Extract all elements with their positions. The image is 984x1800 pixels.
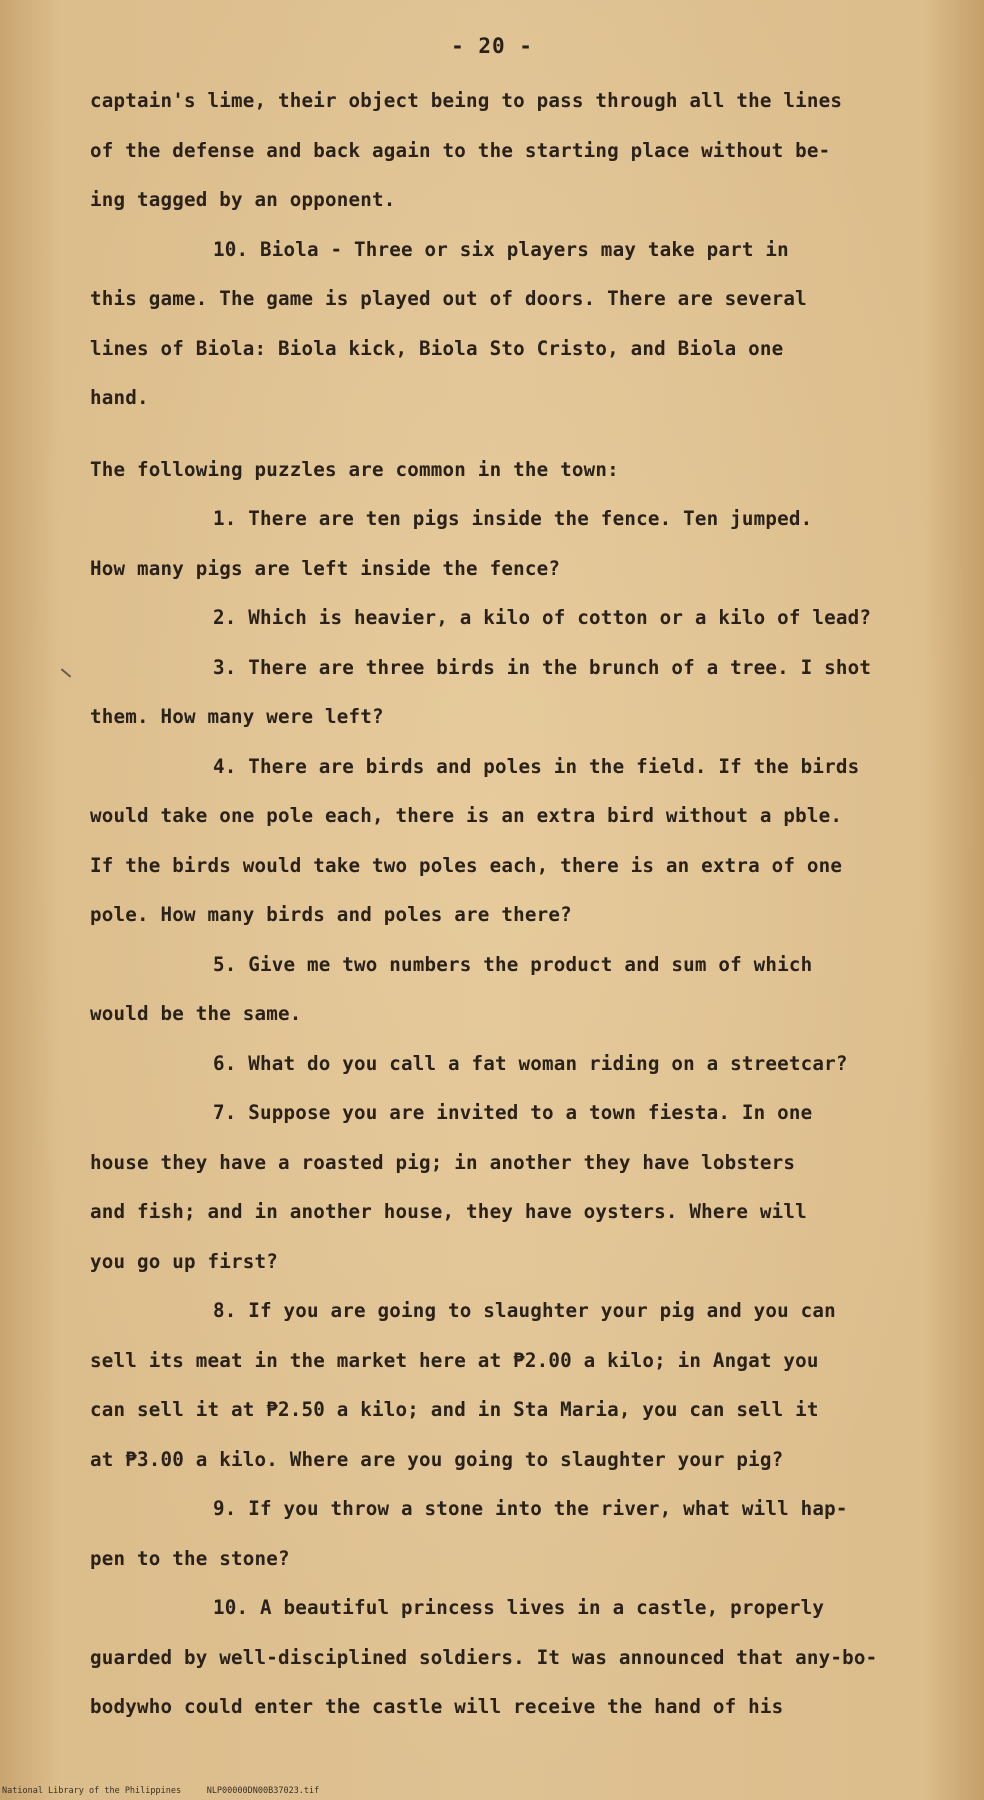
text-line: The following puzzles are common in the town: xyxy=(90,457,619,481)
text-line: pole. How many birds and poles are there? xyxy=(90,903,572,926)
text-line: hand. xyxy=(90,386,149,409)
page-number: - 20 - xyxy=(451,34,533,58)
text-line: at ₱3.00 a kilo. Where are you going to slaughter your pig? xyxy=(90,1447,784,1471)
archive-footer: National Library of the Philippines NLP00000DN00B37023.tif xyxy=(2,1786,320,1796)
text-line: 10. Biola - Three or six players may take part in xyxy=(213,237,789,261)
text-line: sell its meat in the market here at ₱2.00 a kilo; in Angat you xyxy=(90,1348,819,1372)
text-line: captain's lime, their object being to pass through all the lines xyxy=(90,89,843,112)
paragraph-gap xyxy=(90,423,920,445)
text-line: 4. There are birds and poles in the field. If the birds xyxy=(213,754,860,778)
text-line: lines of Biola: Biola kick, Biola Sto Cristo, and Biola one xyxy=(90,336,784,360)
stray-mark xyxy=(61,668,71,677)
text-line: house they have a roasted pig; in another they have lobsters xyxy=(90,1150,796,1174)
text-line: pen to the stone? xyxy=(90,1546,290,1570)
text-line: How many pigs are left inside the fence? xyxy=(90,556,561,580)
text-line: can sell it at ₱2.50 a kilo; and in Sta Maria, you can sell it xyxy=(90,1398,819,1421)
text-line: them. How many were left? xyxy=(90,705,384,728)
text-line: 1. There are ten pigs inside the fence. Ten jumped. xyxy=(213,507,813,530)
text-line: 9. If you throw a stone into the river, what will hap- xyxy=(213,1497,848,1520)
text-line: guarded by well-disciplined soldiers. It was announced that any-bo- xyxy=(90,1645,878,1669)
text-line: and fish; and in another house, they have oysters. Where will xyxy=(90,1200,807,1223)
text-line: 6. What do you call a fat woman riding on a streetcar? xyxy=(213,1051,848,1075)
text-line: 8. If you are going to slaughter your pig and you can xyxy=(213,1299,836,1322)
text-line: you go up first? xyxy=(90,1249,279,1273)
text-line: would take one pole each, there is an extra bird without a pble. xyxy=(90,804,843,827)
text-line: 2. Which is heavier, a kilo of cotton or a kilo of lead? xyxy=(213,606,872,629)
text-line: If the birds would take two poles each, there is an extra of one xyxy=(90,853,843,877)
text-line: this game. The game is played out of doors. There are several xyxy=(90,287,807,310)
body-text xyxy=(90,76,920,1732)
text-line: would be the same. xyxy=(90,1002,302,1025)
text-line: 10. A beautiful princess lives in a castle, properly xyxy=(213,1596,825,1619)
text-line: bodywho could enter the castle will receive the hand of his xyxy=(90,1695,784,1718)
text-line: ing tagged by an opponent. xyxy=(90,188,396,211)
text-line: 7. Suppose you are invited to a town fiesta. In one xyxy=(213,1101,813,1124)
text-line: 5. Give me two numbers the product and sum of which xyxy=(213,952,813,976)
text-line: 3. There are three birds in the brunch of a tree. I shot xyxy=(213,655,872,679)
text-line: of the defense and back again to the starting place without be- xyxy=(90,138,831,162)
